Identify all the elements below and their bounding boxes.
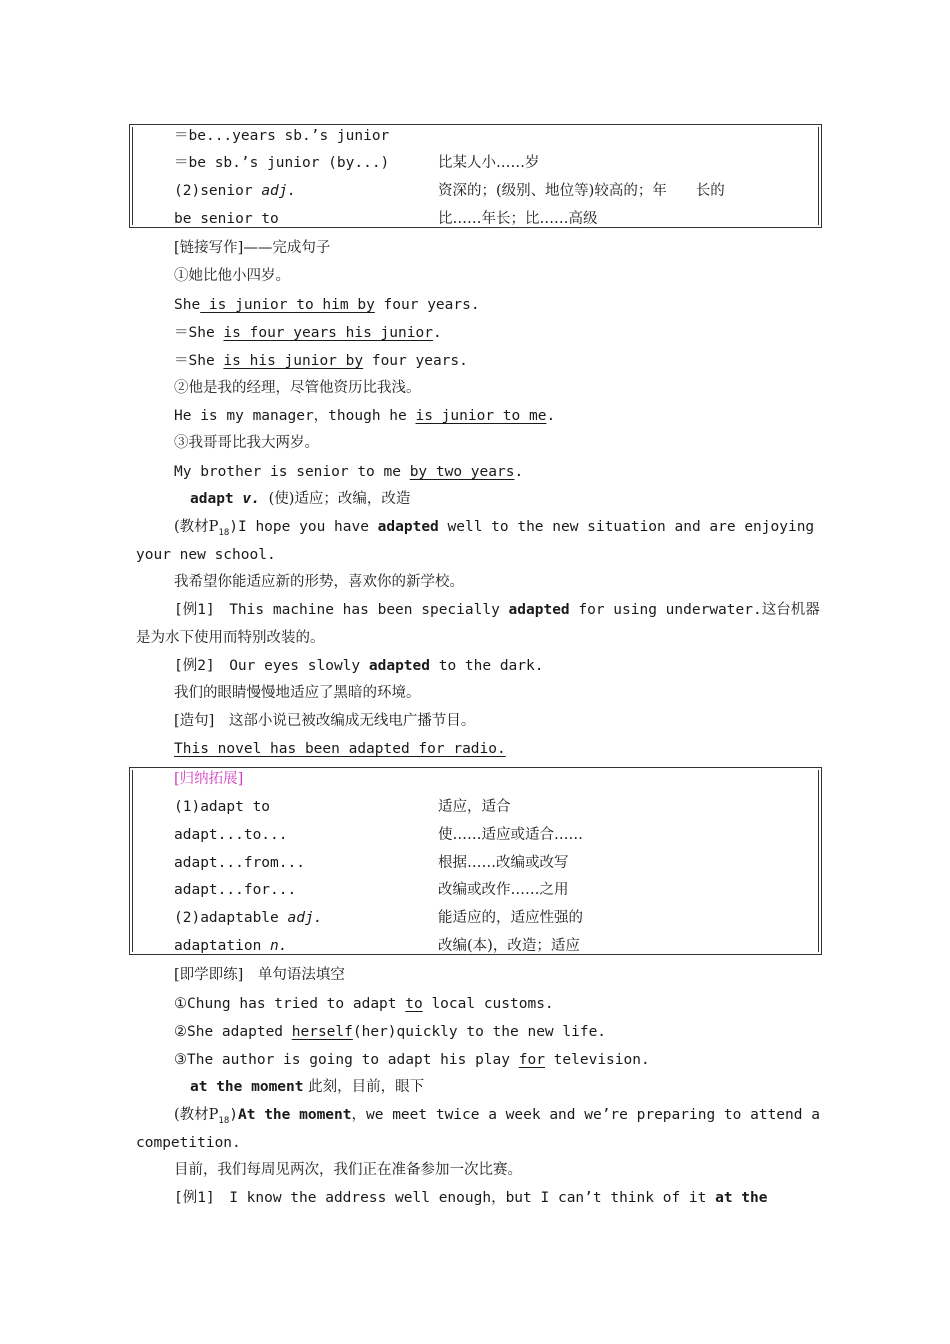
- box1-row4-right: 比……年长；比……高级: [438, 211, 598, 227]
- writing-s3: ＝She is his junior by four years.: [174, 353, 468, 369]
- box2-row3-left: adapt...from...: [174, 855, 305, 871]
- box1-row2-right: 比某人小……岁: [438, 155, 540, 171]
- box2-row3-right: 根据……改编或改写: [438, 855, 569, 871]
- moment-textbook-line2: competition.: [136, 1135, 241, 1151]
- writing-s5: My brother is senior to me by two years.: [174, 464, 524, 480]
- practice-item2: ②She adapted herself(her)quickly to the new life.: [174, 1024, 607, 1040]
- adapt-example1-line2: 是为水下使用而特别改装的。: [136, 630, 325, 646]
- box2-row6-right: 改编(本)，改造；适应: [438, 938, 580, 954]
- box1-row3-left: (2)senior adj.: [174, 183, 297, 199]
- writing-q1: ①她比他小四岁。: [174, 268, 290, 284]
- adapt-headword: adapt v. (使)适应；改编，改造: [190, 491, 411, 507]
- adapt-textbook-line2: your new school.: [136, 547, 276, 563]
- box2-row4-right: 改编或改作……之用: [438, 882, 569, 898]
- adapt-example2-cn: 我们的眼睛慢慢地适应了黑暗的环境。: [174, 685, 421, 701]
- box1-row3-right: 资深的；(级别、地位等)较高的；年 长的: [438, 183, 725, 199]
- writing-s2: ＝She is four years his junior.: [174, 325, 442, 341]
- moment-textbook-line1: (教材$P_{18})At$ the moment，we meet twice a week and we’re preparing to attend a: [174, 1107, 820, 1126]
- box2-row5-right: 能适应的，适应性强的: [438, 910, 583, 926]
- practice-item3: ③The author is going to adapt his play for television.: [174, 1052, 650, 1068]
- writing-s1: She is junior to him by four years.: [174, 297, 480, 313]
- box2-row6-left: adaptation n.: [174, 938, 288, 954]
- adapt-example1-line1: [例1] This machine has been specially adapted for using underwater.这台机器: [174, 602, 820, 618]
- moment-headword: at the moment 此刻，目前，眼下: [190, 1079, 425, 1095]
- writing-s4: He is my manager，though he is junior to me.: [174, 408, 556, 424]
- practice-item1: ①Chung has tried to adapt to local customs.: [174, 996, 554, 1012]
- moment-textbook-cn: 目前，我们每周见两次，我们正在准备参加一次比赛。: [174, 1162, 522, 1178]
- adapt-example2: [例2] Our eyes slowly adapted to the dark.: [174, 658, 544, 674]
- box2-title: [归纳拓展]: [174, 771, 244, 787]
- moment-example1: [例1] I know the address well enough，but I can’t think of it at the: [174, 1190, 768, 1206]
- box2-row2-right: 使……适应或适合……: [438, 827, 583, 843]
- box1-row2-left: ＝be sb.’s junior (by...): [174, 155, 390, 171]
- writing-q3: ③我哥哥比我大两岁。: [174, 435, 319, 451]
- writing-heading: [链接写作]——完成句子: [174, 240, 331, 256]
- writing-q2: ②他是我的经理，尽管他资历比我浅。: [174, 380, 421, 396]
- adapt-textbook-line1: (教材$P_{18})I$ hope you have adapted well to the new situation and are enjoying: [174, 519, 815, 538]
- adapt-make-sentence: [造句] 这部小说已被改编成无线电广播节目。: [174, 713, 476, 729]
- adapt-make-answer: This novel has been adapted for radio.: [174, 741, 506, 757]
- box1-row4-left: be senior to: [174, 211, 279, 227]
- box2-row2-left: adapt...to...: [174, 827, 288, 843]
- box1-row1-left: ＝be...years sb.’s junior: [174, 128, 390, 144]
- box2-row4-left: adapt...for...: [174, 882, 297, 898]
- adapt-textbook-cn: 我希望你能适应新的形势，喜欢你的新学校。: [174, 574, 464, 590]
- box2-row5-left: (2)adaptable adj.: [174, 910, 323, 926]
- box2-row1-right: 适应，适合: [438, 799, 511, 815]
- practice-heading: [即学即练] 单句语法填空: [174, 967, 345, 983]
- box2-row1-left: (1)adapt to: [174, 799, 271, 815]
